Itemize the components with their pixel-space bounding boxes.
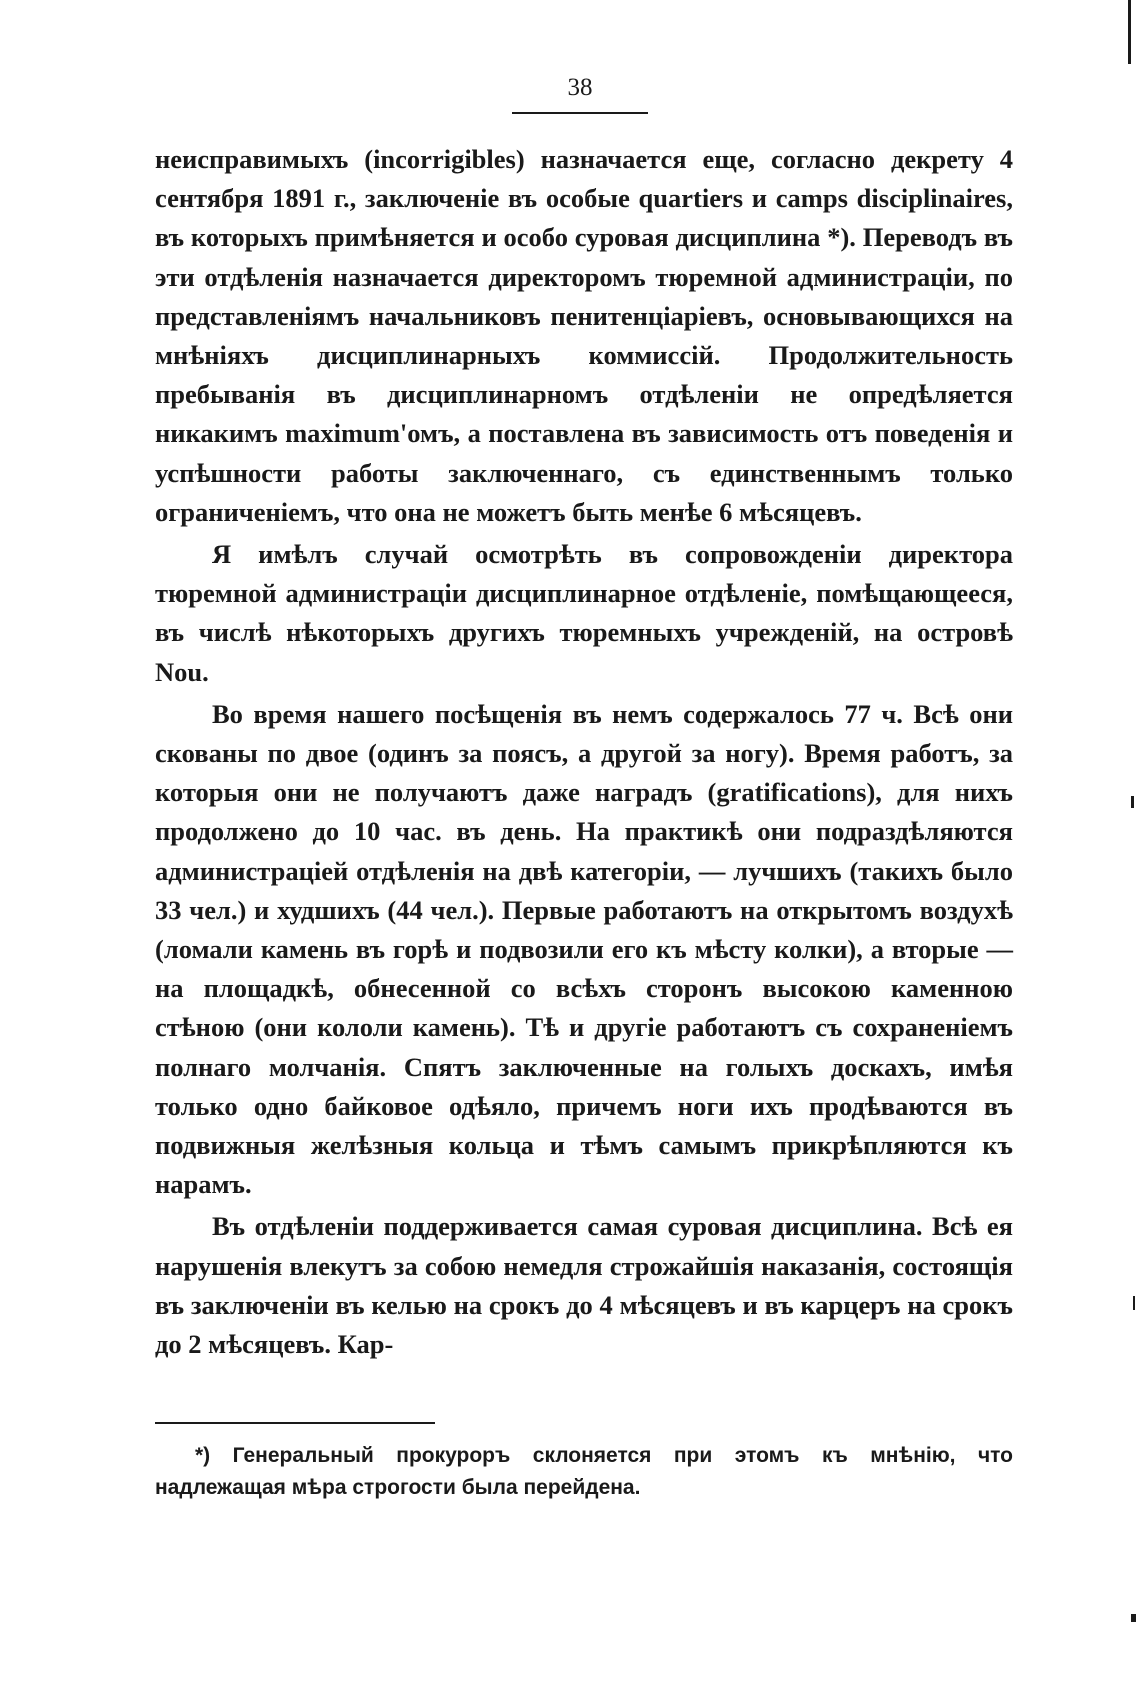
- body-text: [155, 140, 1013, 1364]
- paragraph-2: Я имѣлъ случай осмотрѣть въ сопровожденіи директора тюремной администраціи дисциплинарное отдѣленіе, помѣщающееся, въ числѣ нѣкоторыхъ другихъ тюремныхъ учрежденій, на островѣ Nou.: [155, 539, 1013, 687]
- footnote: *) Генеральный прокуроръ склоняется при этомъ къ мнѣнію, что надлежащая мѣра строгости была перейдена.: [155, 1444, 1013, 1499]
- paragraph-3: Во время нашего посѣщенія въ немъ содержалось 77 ч. Всѣ они скованы по двое (одинъ за поясъ, а другой за ногу). Время работъ, за которыя они не получаютъ даже наградъ (gratifications), для нихъ продолжено до 10 час. въ день. На практикѣ они подраздѣляются администраціей отдѣленія на двѣ категоріи, — лучшихъ (такихъ было 33 чел.) и худшихъ (44 чел.). Первые работаютъ на открытомъ воздухѣ (ломали камень въ горѣ и подвозили его къ мѣсту колки), а вторые — на площадкѣ, обнесенной со всѣхъ сторонъ высокою каменною стѣною (они кололи камень). Тѣ и другіе работаютъ съ сохраненіемъ полнаго молчанія. Спятъ заключенные на голыхъ доскахъ, имѣя только одно байковое одѣяло, причемъ ноги ихъ продѣваются въ подвижныя желѣзныя кольца и тѣмъ самымъ прикрѣпляются къ нарамъ.: [155, 698, 1013, 1200]
- scan-edge-mark: [1131, 796, 1134, 808]
- scan-edge-mark: [1131, 1614, 1136, 1622]
- scan-edge-mark: [1133, 1296, 1135, 1310]
- footnote-divider: [155, 1422, 435, 1424]
- paragraph-1: неисправимыхъ (incorrigibles) назначается еще, согласно декрету 4 сентября 1891 г., заключеніе въ особые quartiers и camps disciplinaires, въ которыхъ примѣняется и особо суровая дисциплина *). Переводъ въ эти отдѣленія назначается директоромъ тюремной администраціи, по представленіямъ начальниковъ пенитенціаріевъ, основывающихся на мнѣніяхъ дисциплинарныхъ коммиссій. Продолжительность пребыванія въ дисциплинарномъ отдѣленіи не опредѣляется никакимъ maximum'омъ, а поставлена въ зависимость отъ поведенія и успѣшности работы заключеннаго, съ единственнымъ только ограниченіемъ, что она не можетъ быть менѣе 6 мѣсяцевъ.: [155, 144, 1013, 527]
- paragraph-4: Въ отдѣленіи поддерживается самая суровая дисциплина. Всѣ ея нарушенія влекутъ за собою немедля строжайшія наказанія, состоящія въ заключеніи въ келью на срокъ до 4 мѣсяцевъ и въ карцеръ на срокъ до 2 мѣсяцевъ. Кар-: [155, 1211, 1013, 1360]
- page-number-underline: [512, 112, 648, 114]
- scan-edge-line: [1128, 0, 1131, 64]
- page-number: 38: [567, 74, 593, 101]
